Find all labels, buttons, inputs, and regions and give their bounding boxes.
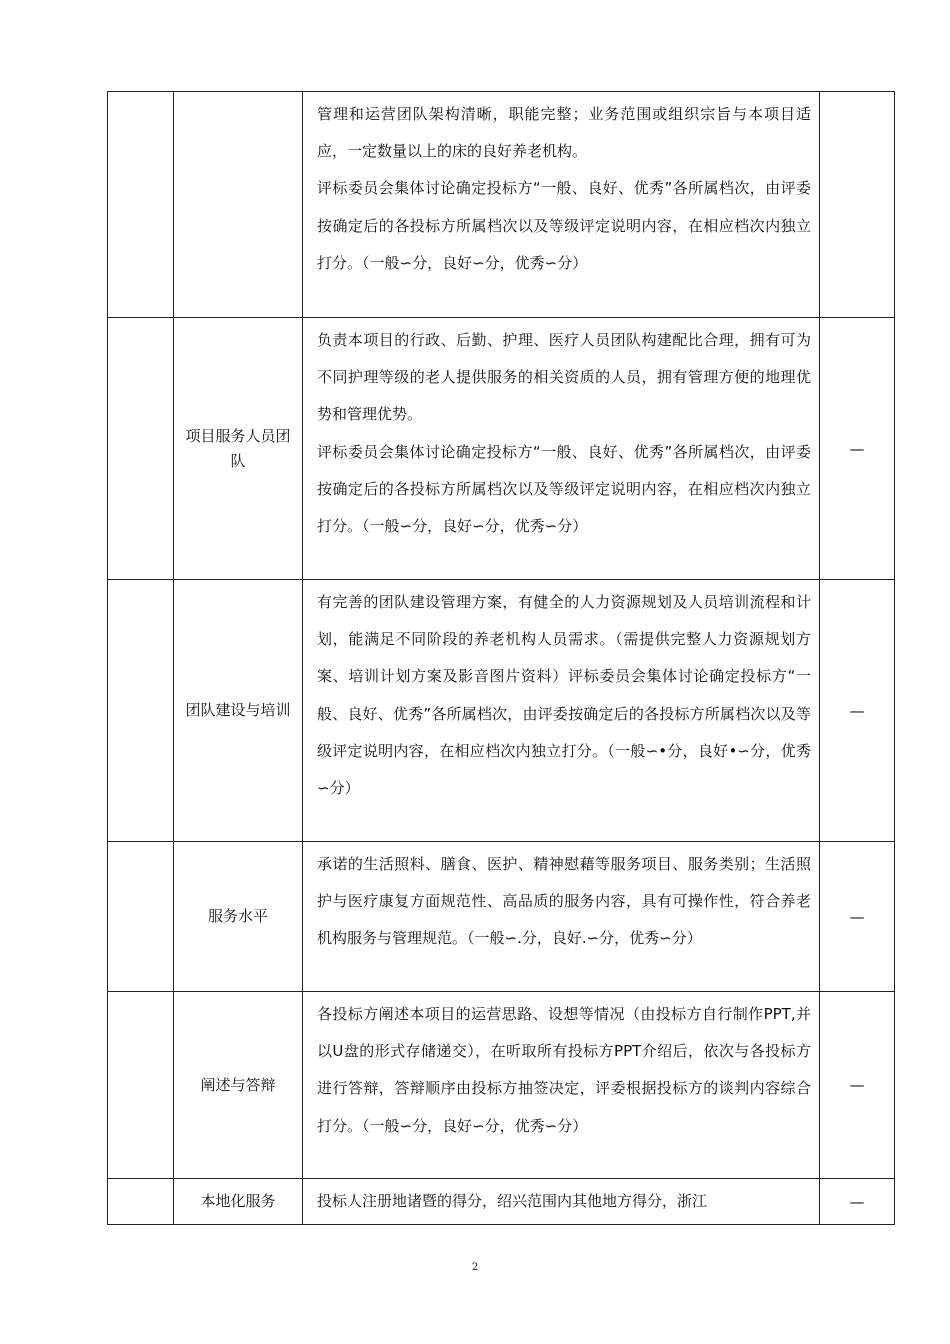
criterion-description-cell <box>303 1179 820 1225</box>
table-row <box>108 318 895 580</box>
table-row <box>108 842 895 992</box>
table-row <box>108 992 895 1179</box>
criterion-name-cell: 团队建设与培训 <box>174 580 303 842</box>
score-cell: — <box>820 1179 895 1225</box>
criterion-name-cell <box>174 92 303 318</box>
row-index-cell <box>108 992 174 1179</box>
row-index-cell <box>108 580 174 842</box>
description-paragraph: 有完善的团队建设管理方案，有健全的人力资源规划及人员培训流程和计划，能满足不同阶段的养老机构人员需求。（需提供完整人力资源规划方案、培训计划方案及影音图片资料）评标委员会集体讨论确定投标方“一般、良好、优秀”各所属档次，由评委按确定后的各投标方所属档次以及等级评定说明内容，在相应档次内独立打分。（一般∽•分，良好•∽分，优秀∽分） <box>317 593 811 798</box>
description-paragraph: 评标委员会集体讨论确定投标方“一般、良好、优秀”各所属档次，由评委按确定后的各投标方所属档次以及等级评定说明内容，在相应档次内独立打分。（一般∽分，良好∽分，优秀∽分） <box>317 442 811 536</box>
page-number: 2 <box>471 1262 479 1273</box>
criterion-description-cell <box>303 318 820 580</box>
row-index-cell <box>108 842 174 992</box>
description-paragraph: 承诺的生活照料、膳食、医护、精神慰藉等服务项目、服务类别；生活照护与医疗康复方面规范性、高品质的服务内容，具有可操作性，符合养老机构服务与管理规范。（一般∽.分，良好.∽分，优秀∽分） <box>317 855 811 948</box>
score-cell: — <box>820 318 895 580</box>
row-index-cell <box>108 318 174 580</box>
description-paragraph: 投标人注册地诸暨的得分，绍兴范围内其他地方得分，浙江 <box>317 1192 708 1210</box>
score-cell <box>820 92 895 318</box>
criterion-name-cell: 阐述与答辩 <box>174 992 303 1179</box>
row-index-cell <box>108 92 174 318</box>
description-paragraph: 管理和运营团队架构清晰，职能完整；业务范围或组织宗旨与本项目适应，一定数量以上的床的良好养老机构。 <box>317 105 811 161</box>
table-row <box>108 1179 895 1225</box>
criterion-name-cell: 本地化服务 <box>174 1179 303 1225</box>
description-paragraph: 评标委员会集体讨论确定投标方“一般、良好、优秀”各所属档次，由评委按确定后的各投标方所属档次以及等级评定说明内容，在相应档次内独立打分。（一般∽分，良好∽分，优秀∽分） <box>317 179 811 272</box>
table-row <box>108 92 895 318</box>
score-cell: — <box>820 580 895 842</box>
criterion-description-cell <box>303 580 820 842</box>
score-cell: — <box>820 992 895 1179</box>
criterion-description-cell <box>303 842 820 992</box>
criterion-name-cell: 项目服务人员团队 <box>174 318 303 580</box>
description-paragraph: 各投标方阐述本项目的运营思路、设想等情况（由投标方自行制作PPT,并以U盘的形式存储递交），在听取所有投标方PPT介绍后，依次与各投标方进行答辩，答辩顺序由投标方抽签决定，评委根据投标方的谈判内容综合打分。（一般∽分，良好∽分，优秀∽分） <box>317 1005 811 1135</box>
description-paragraph: 负责本项目的行政、后勤、护理、医疗人员团队构建配比合理，拥有可为不同护理等级的老人提供服务的相关资质的人员，拥有管理方便的地理优势和管理优势。 <box>317 331 811 424</box>
row-index-cell <box>108 1179 174 1225</box>
scoring-table <box>107 91 895 1225</box>
score-cell: — <box>820 842 895 992</box>
table-row <box>108 580 895 842</box>
criterion-description-cell <box>303 992 820 1179</box>
criterion-name-cell: 服务水平 <box>174 842 303 992</box>
criterion-description-cell <box>303 92 820 318</box>
